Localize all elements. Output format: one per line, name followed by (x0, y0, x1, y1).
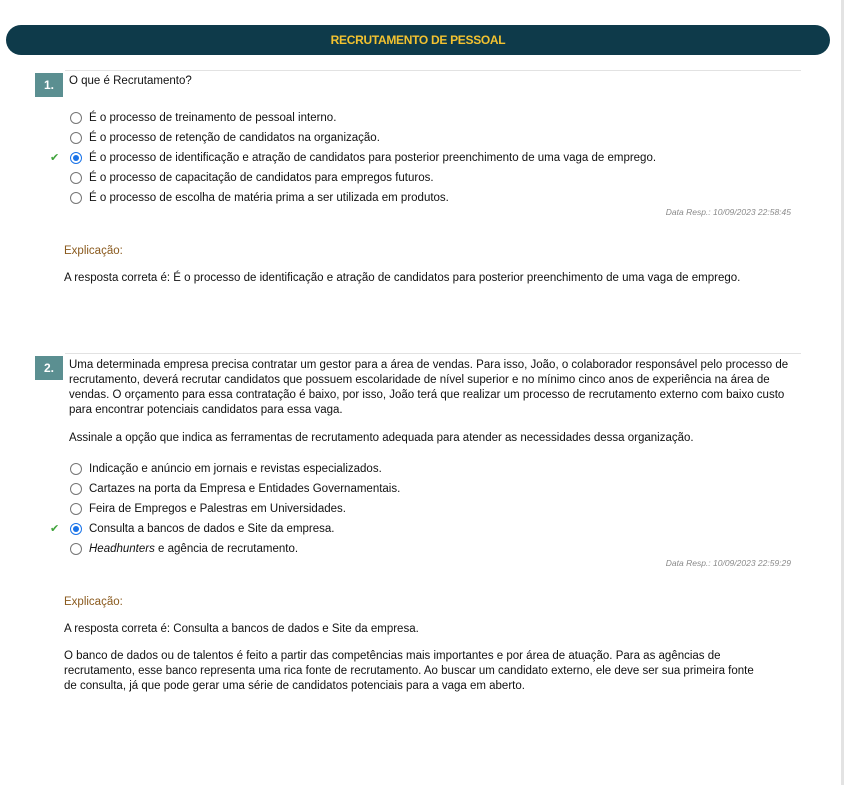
answer-option-3[interactable] (70, 501, 770, 517)
option-label-italic: Headhunters (89, 543, 155, 555)
radio-button[interactable] (70, 112, 82, 124)
option-label: Consulta a bancos de dados e Site da empresa. (89, 523, 335, 535)
explanation-line: A resposta correta é: É o processo de identificação e atração de candidatos para posterior preenchimento de uma vaga de emprego. (64, 272, 741, 284)
option-label: É o processo de capacitação de candidatos para empregos futuros. (89, 172, 434, 184)
option-label: e agência de recrutamento. (154, 543, 299, 555)
question-text-line: recrutamento, deverá recrutar candidatos que possuem escolaridade de nível superior e no mínimo cinco anos de experiência na área de (69, 374, 770, 386)
answer-option-2[interactable] (70, 481, 770, 497)
question-number-label: 1. (43, 78, 54, 92)
question-text-line: para encontrar potenciais candidatos para essa vaga. (69, 404, 343, 416)
explanation-line: de consulta, já que pode gerar uma série de candidatos potenciais para a vaga em aberto. (64, 680, 525, 692)
option-label: Cartazes na porta da Empresa e Entidades Governamentais. (89, 483, 401, 495)
radio-button-selected[interactable] (70, 152, 82, 164)
explanation-line: O banco de dados ou de talentos é feito a partir das competências mais importantes e por área de atuação. Para as agências de (64, 650, 721, 662)
option-label: É o processo de identificação e atração de candidatos para posterior preenchimento de uma vaga de emprego. (89, 152, 657, 164)
answer-option-4[interactable] (70, 170, 770, 186)
explanation-label: Explicação: (64, 245, 123, 257)
question-number-label: 2. (43, 361, 54, 375)
question-text-line: Uma determinada empresa precisa contratar um gestor para a área de vendas. Para isso, João, o colaborador responsável pelo processo de (69, 359, 789, 371)
radio-button[interactable] (70, 463, 82, 475)
answer-option-5[interactable] (70, 190, 770, 206)
radio-button[interactable] (70, 483, 82, 495)
question-text (69, 74, 794, 89)
header-bar (6, 25, 830, 55)
explanation-text (64, 271, 784, 286)
answer-timestamp: Data Resp.: 10/09/2023 22:58:45 (665, 207, 791, 217)
option-label: É o processo de escolha de matéria prima a ser utilizada em produtos. (89, 192, 449, 204)
option-label: É o processo de treinamento de pessoal interno. (89, 112, 337, 124)
question-text-line: vendas. O orçamento para essa contratação é baixo, por isso, João terá que realizar um processo de recrutamento externo com baixo custo (69, 389, 785, 401)
answer-option-1[interactable] (70, 110, 770, 126)
radio-button-selected[interactable] (70, 523, 82, 535)
explanation-paragraph (64, 649, 784, 694)
correct-check-icon: ✔ (50, 152, 60, 164)
answer-option-5[interactable] (70, 541, 770, 557)
question-number (35, 73, 63, 97)
page-title: RECRUTAMENTO DE PESSOAL (330, 33, 506, 47)
explanation-text (64, 622, 784, 637)
answer-option-2[interactable] (70, 130, 770, 146)
question-text-line: O que é Recrutamento? (69, 75, 192, 87)
explanation-line: recrutamento, esse banco representa uma rica fonte de recrutamento. Ao buscar um candidato externo, ele deve ser sua primeira fonte (64, 665, 754, 677)
answer-option-1[interactable] (70, 461, 770, 477)
radio-button[interactable] (70, 192, 82, 204)
answer-timestamp: Data Resp.: 10/09/2023 22:59:29 (665, 558, 791, 568)
option-label: Feira de Empregos e Palestras em Universidades. (89, 503, 346, 515)
radio-button[interactable] (70, 172, 82, 184)
radio-button[interactable] (70, 543, 82, 555)
question-prompt: Assinale a opção que indica as ferramentas de recrutamento adequada para atender as necessidades dessa organização. (69, 432, 694, 444)
option-label: É o processo de retenção de candidatos na organização. (89, 132, 380, 144)
question-number (35, 356, 63, 380)
answer-option-3[interactable] (70, 150, 770, 166)
explanation-line: A resposta correta é: Consulta a bancos de dados e Site da empresa. (64, 623, 419, 635)
explanation-label: Explicação: (64, 596, 123, 608)
question-divider (65, 70, 801, 71)
radio-button[interactable] (70, 503, 82, 515)
answer-option-4[interactable] (70, 521, 770, 537)
correct-check-icon: ✔ (50, 523, 60, 535)
option-label: Indicação e anúncio em jornais e revistas especializados. (89, 463, 382, 475)
question-divider (65, 353, 801, 354)
radio-button[interactable] (70, 132, 82, 144)
question-text (69, 358, 794, 418)
